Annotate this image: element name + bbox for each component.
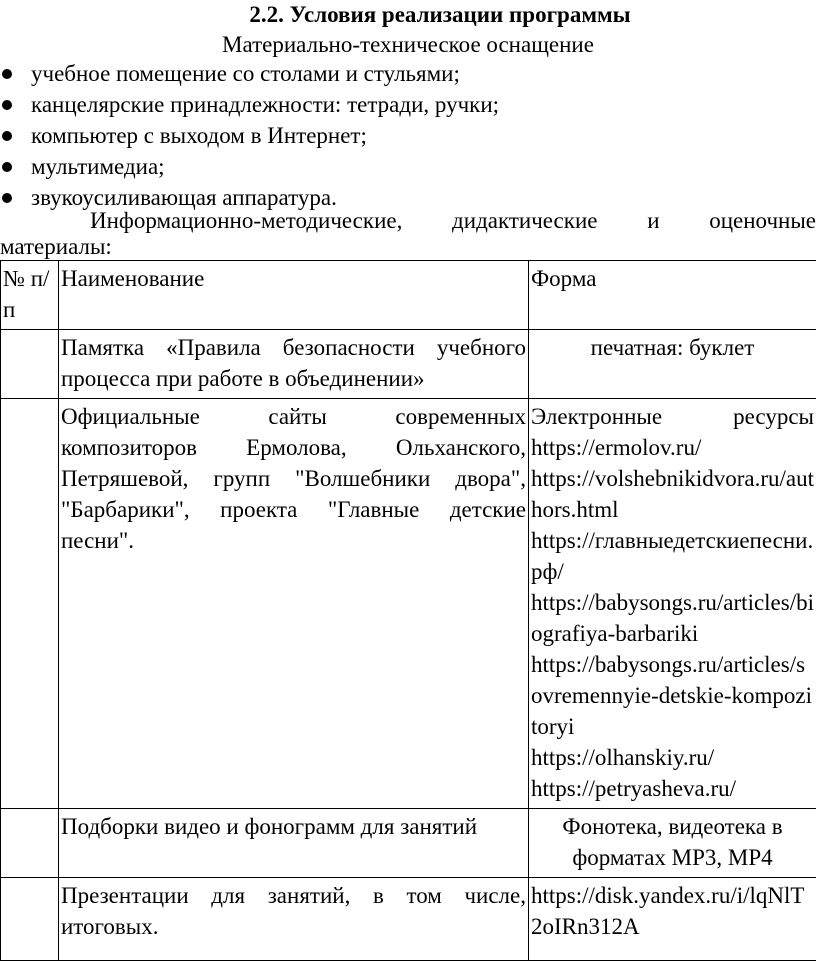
table-row [1,809,816,878]
list-item: мультимедиа; [0,151,499,182]
table-row [1,399,816,809]
resource-link[interactable]: https://babysongs.ru/articles/biografiya-barbariki [531,587,814,649]
bullet-icon [2,69,12,79]
row-form [529,399,816,809]
header-name: Наименование [59,261,529,330]
resource-link[interactable]: https://volshebnikidvora.ru/authors.html [531,463,814,525]
resource-link[interactable]: https://главныедетскиепесни.рф/ [531,525,814,587]
equipment-list [0,58,499,213]
table-row [1,330,816,399]
materials-heading: Информационно-методические, дидактические и оценочные материалы: [0,208,816,260]
row-name: Презентации для занятий, в том числе, итоговых. [59,878,529,961]
form-title: Электронные ресурсы [531,401,814,432]
row-number [1,399,59,809]
row-form-link[interactable]: https://disk.yandex.ru/i/lqNlT2oIRn312A [529,878,816,961]
row-name: Официальные сайты современных композиторов Ермолова, Ольханского, Петряшевой, групп "Волшебники двора", "Барбарики", проекта "Главные детские песни". [59,399,529,809]
bullet-icon [2,100,12,110]
materials-table [0,260,816,961]
list-item: учебное помещение со столами и стульями; [0,58,499,89]
table-header-row [1,261,816,330]
header-number: № п/п [1,261,59,330]
section-title: 2.2. Условия реализации программы [0,2,816,28]
list-item: звукоусиливающая аппаратура. [0,182,499,213]
resource-link[interactable]: https://petryasheva.ru/ [531,773,814,804]
row-number [1,809,59,878]
row-name: Памятка «Правила безопасности учебного процесса при работе в объединении» [59,330,529,399]
resource-link[interactable]: https://olhanskiy.ru/ [531,742,814,773]
row-form: Фонотека, видеотека в форматах MP3, MP4 [529,809,816,878]
table-row [1,878,816,961]
list-item: компьютер с выходом в Интернет; [0,120,499,151]
row-number [1,878,59,961]
section-subtitle: Материально-техническое оснащение [0,32,816,58]
bullet-icon [2,131,12,141]
bullet-icon [2,162,12,172]
row-name: Подборки видео и фонограмм для занятий [59,809,529,878]
row-number [1,330,59,399]
list-item: канцелярские принадлежности: тетради, ручки; [0,89,499,120]
bullet-icon [2,193,12,203]
row-form: печатная: буклет [529,330,816,399]
header-form: Форма [529,261,816,330]
resource-link[interactable]: https://ermolov.ru/ [531,432,814,463]
resource-link[interactable]: https://babysongs.ru/articles/sovremennyie-detskie-kompozitoryi [531,649,814,742]
